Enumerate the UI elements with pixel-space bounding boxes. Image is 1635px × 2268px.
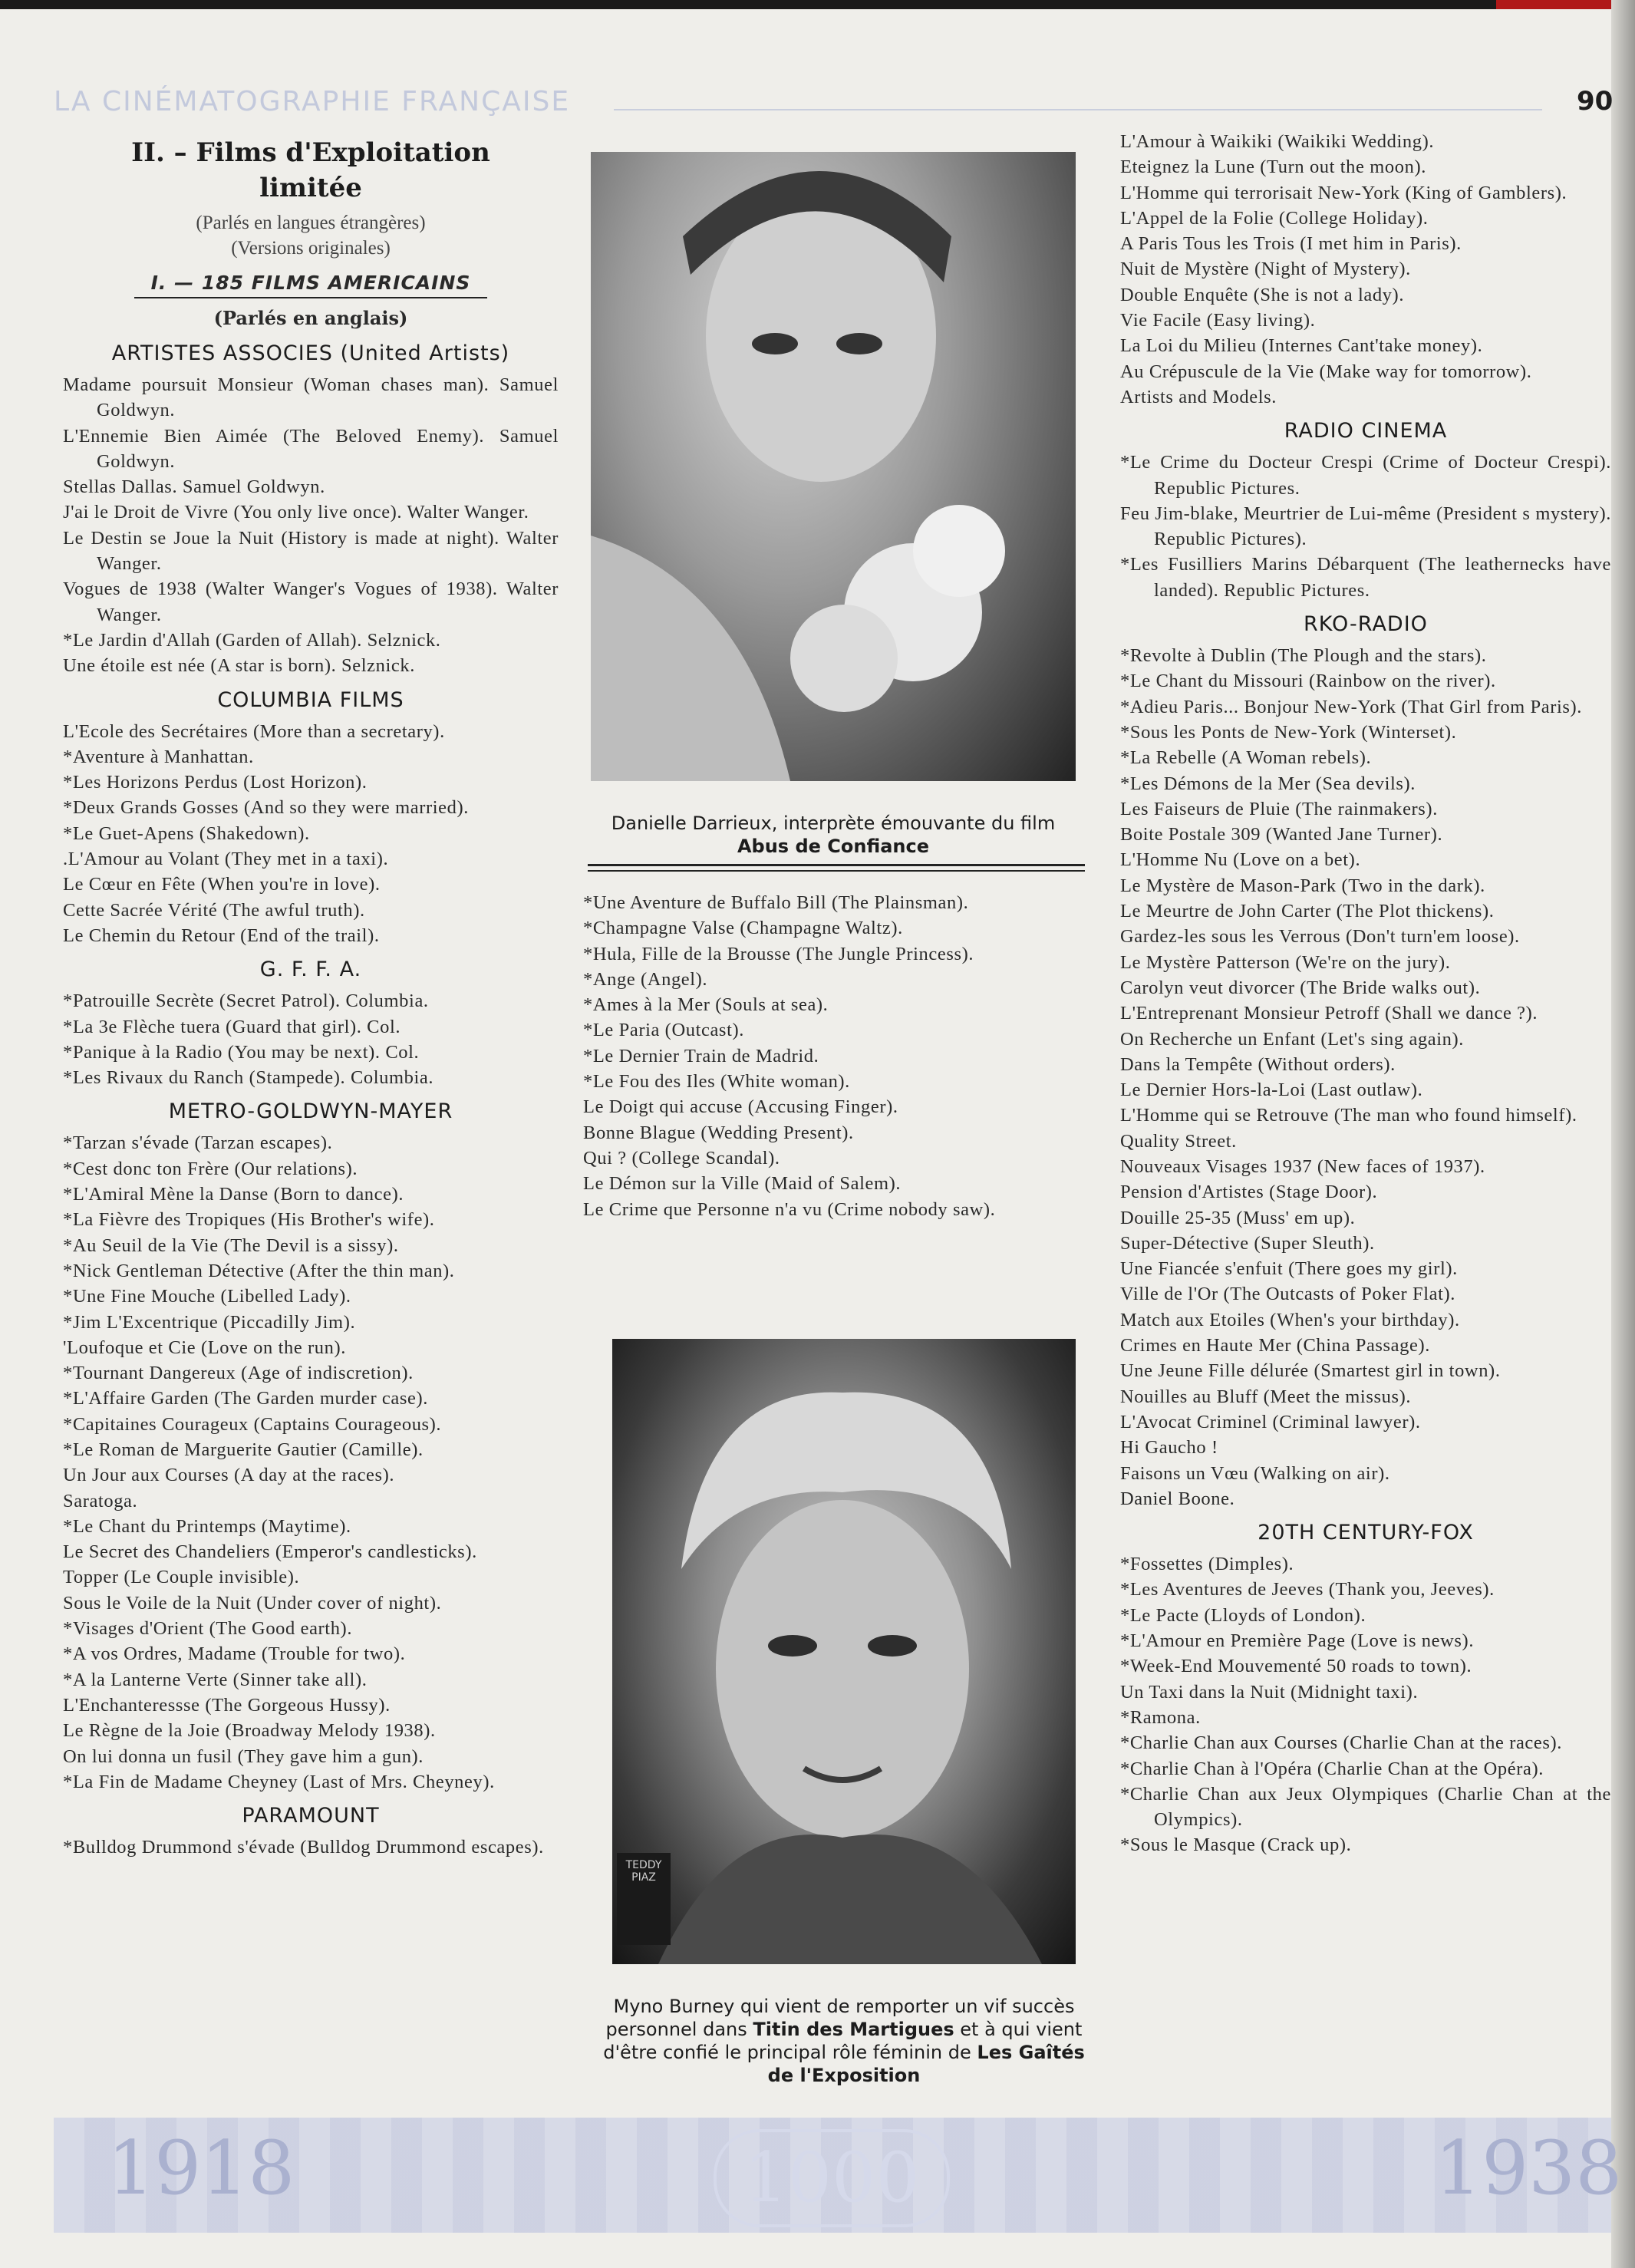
film-entry: *Week-End Mouvementé 50 roads to town). [1120, 1656, 1472, 1677]
section-title-line: limitée [259, 173, 362, 203]
film-entry: *Les Aventures de Jeeves (Thank you, Jeeves). [1120, 1579, 1495, 1600]
film-entry: Super-Détective (Super Sleuth). [1120, 1232, 1375, 1254]
film-entry: *Sous les Ponts de New-York (Winterset). [1120, 721, 1457, 743]
section-heading: COLUMBIA FILMS [217, 687, 404, 712]
film-entry: *Le Pacte (Lloyds of London). [1120, 1604, 1366, 1626]
subsection-title: I. — 185 FILMS AMERICAINS [150, 272, 471, 294]
section-heading: ARTISTES ASSOCIES (United Artists) [111, 341, 510, 365]
running-head: LA CINÉMATOGRAPHIE FRANÇAISE [54, 86, 571, 117]
film-entry: Le Cœur en Fête (When you're in love). [63, 874, 381, 895]
film-entry: Dans la Tempête (Without orders). [1120, 1053, 1396, 1075]
film-entry: Quality Street. [1120, 1130, 1237, 1152]
film-entry: Le Règne de la Joie (Broadway Melody 1938). [63, 1720, 436, 1742]
caption-text: Danielle Darrieux, interprète émouvante du film [611, 813, 1056, 834]
subtitle-line: (Parlés en langues étrangères) [196, 213, 426, 233]
film-entry: Ville de l'Or (The Outcasts of Poker Flat). [1120, 1284, 1455, 1305]
film-entry: *Les Horizons Perdus (Lost Horizon). [63, 772, 368, 793]
section-heading: G. F. F. A. [259, 958, 362, 982]
film-entry: *La Fin de Madame Cheyney (Last of Mrs. Cheyney). [63, 1771, 495, 1792]
film-entry: L'Homme qui terrorisait New-York (King of Gamblers). [1120, 182, 1567, 203]
film-entry: L'Homme Nu (Love on a bet). [1120, 849, 1361, 871]
film-entry: *Fossettes (Dimples). [1120, 1554, 1294, 1575]
film-entry: Douille 25-35 (Muss' em up). [1120, 1207, 1356, 1228]
film-entry: *Les Rivaux du Ranch (Stampede). Columbia. [63, 1067, 434, 1089]
film-entry: Cette Sacrée Vérité (The awful truth). [63, 899, 365, 921]
film-entry: *Le Crime du Docteur Crespi (Crime of Docteur Crespi). Republic Pictures. [1120, 452, 1611, 499]
page-number: 90 [1577, 86, 1614, 117]
caption-film-title: Abus de Confiance [737, 836, 930, 857]
footer-year-right: 1938 [1435, 2125, 1623, 2211]
film-entry: La Loi du Milieu (Internes Cant'take money). [1120, 335, 1483, 357]
film-entry: *Charlie Chan aux Jeux Olympiques (Charlie Chan at the Olympics). [1120, 1783, 1611, 1831]
film-entry: Eteignez la Lune (Turn out the moon). [1120, 157, 1426, 178]
column-middle [583, 890, 1089, 1222]
film-entry: A Paris Tous les Trois (I met him in Paris). [1120, 233, 1462, 255]
film-entry: *L'Amour en Première Page (Love is news). [1120, 1630, 1475, 1652]
film-entry: *Hula, Fille de la Brousse (The Jungle Princess). [583, 943, 974, 964]
film-entry: *Une Aventure de Buffalo Bill (The Plainsman). [583, 892, 969, 913]
film-entry: Carolyn veut divorcer (The Bride walks out). [1120, 977, 1481, 998]
film-entry: Le Dernier Hors-la-Loi (Last outlaw). [1120, 1080, 1423, 1101]
film-entry: Daniel Boone. [1120, 1488, 1235, 1509]
film-entry: Un Jour aux Courses (A day at the races). [63, 1465, 395, 1486]
caption-text: et à qui vient d'être confié le principal rôle féminin de [603, 2019, 1083, 2063]
film-entry: Nuit de Mystère (Night of Mystery). [1120, 259, 1411, 280]
left-sections [63, 340, 559, 1860]
double-rule [588, 864, 1085, 872]
film-entry: *Cest donc ton Frère (Our relations). [63, 1158, 358, 1179]
film-entry: Feu Jim-blake, Meurtrier de Lui-même (President s mystery). Republic Pictures). [1120, 503, 1611, 550]
subsection-rule [134, 297, 487, 298]
film-entry: Topper (Le Couple invisible). [63, 1567, 300, 1588]
film-entry: *La 3e Flèche tuera (Guard that girl). Col. [63, 1016, 401, 1037]
footer-logo: 1000 [714, 2129, 950, 2227]
film-entry: *Le Chant du Printemps (Maytime). [63, 1515, 351, 1537]
section-heading: RKO-RADIO [1304, 612, 1428, 637]
film-entry: *Une Fine Mouche (Libelled Lady). [63, 1286, 351, 1307]
film-entry: *Le Chant du Missouri (Rainbow on the river). [1120, 671, 1496, 692]
film-entry: *Les Démons de la Mer (Sea devils). [1120, 773, 1416, 794]
film-entry: *L'Amiral Mène la Danse (Born to dance). [63, 1184, 404, 1205]
page-edge-shadow [1611, 0, 1635, 2268]
column-right [1120, 129, 1611, 1858]
film-entry: Saratoga. [63, 1490, 138, 1511]
film-entry: *Le Jardin d'Allah (Garden of Allah). Selznick. [63, 629, 441, 651]
film-entry: 'Loufoque et Cie (Love on the run). [63, 1337, 346, 1358]
section-heading: METRO-GOLDWYN-MAYER [168, 1099, 453, 1124]
middle-entries [583, 890, 1089, 1222]
film-entry: .L'Amour au Volant (They met in a taxi). [63, 849, 389, 870]
film-entry: Le Mystère Patterson (We're on the jury). [1120, 951, 1451, 973]
film-entry: *Panique à la Radio (You may be next). Col. [63, 1041, 420, 1063]
film-entry: *Ames à la Mer (Souls at sea). [583, 994, 829, 1016]
film-entry: Une Fiancée s'enfuit (There goes my girl). [1120, 1258, 1458, 1280]
film-entry: *Sous le Masque (Crack up). [1120, 1835, 1352, 1856]
caption-film-title: Les Gaîtés de l'Exposition [767, 2042, 1085, 2086]
film-entry: *Deux Grands Gosses (And so they were married). [63, 797, 469, 819]
film-entry: Madame poursuit Monsieur (Woman chases man). Samuel Goldwyn. [63, 374, 559, 421]
film-entry: *La Rebelle (A Woman rebels). [1120, 747, 1372, 769]
film-entry: *Ramona. [1120, 1706, 1201, 1728]
photo-myno-burney [612, 1339, 1076, 1964]
film-entry: Nouveaux Visages 1937 (New faces of 1937). [1120, 1155, 1485, 1177]
film-entry: *Nick Gentleman Détective (After the thin man). [63, 1260, 455, 1281]
section-heading: PARAMOUNT [242, 1804, 380, 1828]
film-entry: *Visages d'Orient (The Good earth). [63, 1618, 353, 1640]
film-entry: Le Mystère de Mason-Park (Two in the dark). [1120, 875, 1485, 896]
film-entry: L'Enchanteressse (The Gorgeous Hussy). [63, 1694, 391, 1716]
film-entry: Artists and Models. [1120, 386, 1277, 407]
film-entry: *Les Fusilliers Marins Débarquent (The leathernecks have landed). Republic Pictures. [1120, 554, 1611, 601]
subtitle-line: (Versions originales) [231, 238, 391, 259]
film-entry: *Adieu Paris... Bonjour New-York (That Girl from Paris). [1120, 696, 1583, 717]
section-heading: RADIO CINEMA [1284, 419, 1448, 443]
film-entry: Stellas Dallas. Samuel Goldwyn. [63, 476, 325, 498]
film-entry: Double Enquête (She is not a lady). [1120, 284, 1405, 305]
film-entry: *Au Seuil de la Vie (The Devil is a sissy). [63, 1235, 399, 1256]
film-entry: *La Fièvre des Tropiques (His Brother's wife). [63, 1209, 435, 1231]
caption-text: Myno Burney qui vient de remporter un vif succès personnel dans [605, 1996, 1075, 2040]
film-entry: Match aux Etoiles (When's your birthday). [1120, 1309, 1460, 1330]
photo-danielle-darrieux [591, 152, 1076, 781]
film-entry: J'ai le Droit de Vivre (You only live once). Walter Wanger. [63, 502, 529, 523]
film-entry: *Capitaines Courageux (Captains Courageous). [63, 1413, 442, 1435]
film-entry: L'Entreprenant Monsieur Petroff (Shall we dance ?). [1120, 1003, 1538, 1024]
film-entry: Le Démon sur la Ville (Maid of Salem). [583, 1173, 902, 1195]
film-entry: *Le Dernier Train de Madrid. [583, 1045, 819, 1066]
film-entry: Le Secret des Chandeliers (Emperor's candlesticks). [63, 1541, 477, 1563]
film-entry: Sous le Voile de la Nuit (Under cover of night). [63, 1592, 442, 1614]
film-entry: *Le Paria (Outcast). [583, 1020, 744, 1041]
film-entry: Un Taxi dans la Nuit (Midnight taxi). [1120, 1681, 1419, 1703]
film-entry: L'Ecole des Secrétaires (More than a secretary). [63, 720, 445, 742]
film-entry: Le Destin se Joue la Nuit (History is made at night). Walter Wanger. [63, 527, 559, 575]
film-entry: Hi Gaucho ! [1120, 1437, 1218, 1459]
film-entry: Nouilles au Bluff (Meet the missus). [1120, 1386, 1412, 1407]
portrait-illustration [591, 152, 1076, 781]
film-entry: L'Avocat Criminel (Criminal lawyer). [1120, 1411, 1421, 1432]
film-entry: *A la Lanterne Verte (Sinner take all). [63, 1669, 368, 1690]
film-entry: *Champagne Valse (Champagne Waltz). [583, 918, 903, 939]
film-entry: Le Chemin du Retour (End of the trail). [63, 925, 380, 946]
section-title-line: II. – Films d'Exploitation [131, 137, 490, 168]
film-entry: Crimes en Haute Mer (China Passage). [1120, 1335, 1430, 1357]
film-entry: On lui donna un fusil (They gave him a gun). [63, 1746, 424, 1767]
film-entry: *Tournant Dangereux (Age of indiscretion). [63, 1363, 414, 1384]
film-entry: *Revolte à Dublin (The Plough and the stars). [1120, 645, 1487, 667]
film-entry: Boite Postale 309 (Wanted Jane Turner). [1120, 824, 1443, 846]
film-entry: Une Jeune Fille délurée (Smartest girl in town). [1120, 1360, 1501, 1382]
film-entry: *Le Fou des Iles (White woman). [583, 1071, 850, 1093]
film-entry: *Le Guet-Apens (Shakedown). [63, 822, 310, 844]
film-entry: Bonne Blague (Wedding Present). [583, 1122, 854, 1143]
film-entry: *Aventure à Manhattan. [63, 746, 254, 767]
film-entry: Le Doigt qui accuse (Accusing Finger). [583, 1096, 898, 1118]
film-entry: On Recherche un Enfant (Let's sing again). [1120, 1028, 1465, 1050]
film-entry: *Charlie Chan à l'Opéra (Charlie Chan at the Opéra). [1120, 1758, 1544, 1779]
section-title [63, 135, 559, 206]
film-entry: Faisons un Vœu (Walking on air). [1120, 1462, 1390, 1484]
section-heading: 20TH CENTURY-FOX [1258, 1521, 1474, 1545]
film-entry: *Bulldog Drummond s'évade (Bulldog Drummond escapes). [63, 1837, 544, 1858]
portrait-illustration [612, 1339, 1076, 1964]
caption-photo-1 [591, 812, 1076, 858]
film-entry: Le Crime que Personne n'a vu (Crime nobody saw). [583, 1198, 996, 1220]
film-entry: Vie Facile (Easy living). [1120, 310, 1316, 331]
film-entry: *A vos Ordres, Madame (Trouble for two). [63, 1643, 406, 1665]
film-entry: Qui ? (College Scandal). [583, 1147, 780, 1169]
film-entry: Les Faiseurs de Pluie (The rainmakers). [1120, 798, 1438, 819]
film-entry: *Le Roman de Marguerite Gautier (Camille). [63, 1439, 424, 1460]
film-entry: L'Ennemie Bien Aimée (The Beloved Enemy). Samuel Goldwyn. [63, 425, 559, 472]
caption-photo-2 [591, 1995, 1097, 2087]
film-entry: Au Crépuscule de la Vie (Make way for tomorrow). [1120, 361, 1532, 382]
film-entry: *Charlie Chan aux Courses (Charlie Chan at the races). [1120, 1732, 1562, 1754]
right-sections [1120, 129, 1611, 1858]
film-entry: Vogues de 1938 (Walter Wanger's Vogues of 1938). Walter Wanger. [63, 579, 559, 625]
film-entry: Une étoile est née (A star is born). Selznick. [63, 655, 415, 677]
caption-film-title: Titin des Martigues [753, 2019, 954, 2040]
film-entry: *Jim L'Excentrique (Piccadilly Jim). [63, 1311, 356, 1333]
film-entry: *L'Affaire Garden (The Garden murder case). [63, 1388, 428, 1409]
running-head-rule [614, 109, 1542, 110]
film-entry: *Patrouille Secrète (Secret Patrol). Columbia. [63, 991, 429, 1012]
film-entry: *Ange (Angel). [583, 968, 708, 990]
film-entry: L'Homme qui se Retrouve (The man who found himself). [1120, 1105, 1577, 1126]
photographer-stamp: TEDDY PIAZ [617, 1853, 671, 1945]
film-entry: L'Amour à Waikiki (Waikiki Wedding). [1120, 131, 1435, 152]
footer-year-left: 1918 [107, 2125, 295, 2211]
film-entry: *Tarzan s'évade (Tarzan escapes). [63, 1132, 333, 1154]
film-entry: Pension d'Artistes (Stage Door). [1120, 1182, 1378, 1203]
film-entry: Gardez-les sous les Verrous (Don't turn'em loose). [1120, 926, 1520, 948]
column-left [63, 0, 559, 1860]
film-entry: L'Appel de la Folie (College Holiday). [1120, 207, 1429, 229]
language-note: (Parlés en anglais) [213, 307, 408, 329]
film-entry: Le Meurtre de John Carter (The Plot thickens). [1120, 901, 1495, 922]
